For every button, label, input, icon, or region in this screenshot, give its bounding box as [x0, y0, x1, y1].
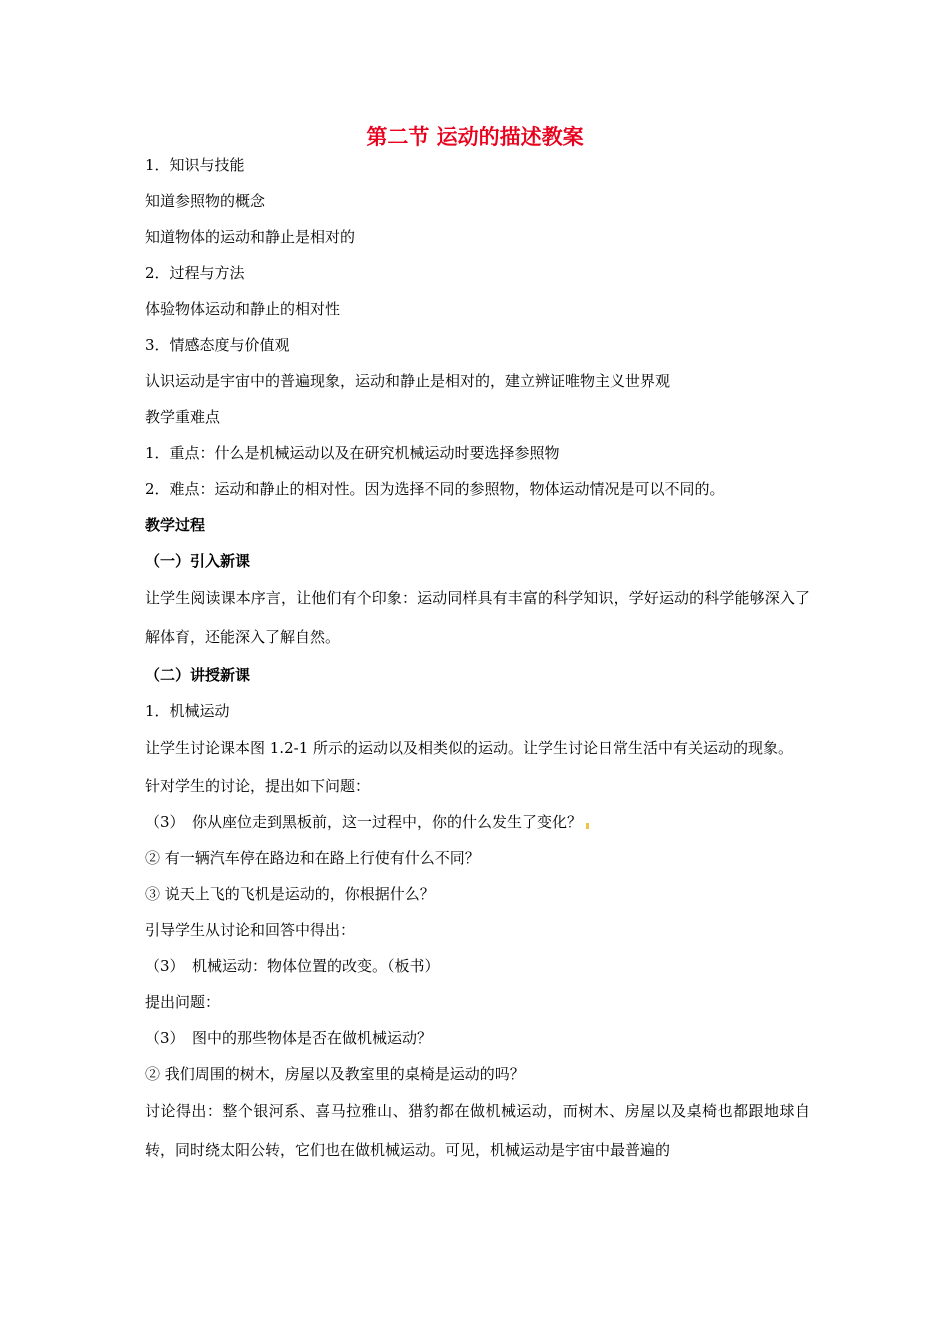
paragraph: 知道参照物的概念: [145, 192, 266, 210]
paragraph: 1．重点：什么是机械运动以及在研究机械运动时要选择参照物: [145, 444, 560, 462]
list-item: [145, 804, 810, 840]
section-heading: 3．情感态度与价值观: [145, 336, 290, 354]
paragraph: 针对学生的讨论，提出如下问题：: [145, 777, 371, 795]
paragraph: 体验物体运动和静止的相对性: [145, 300, 341, 318]
paragraph: 认识运动是宇宙中的普遍现象，运动和静止是相对的，建立辨证唯物主义世界观: [145, 372, 671, 390]
section-heading-bold: 教学过程: [145, 516, 206, 534]
paragraph: 让学生阅读课本序言，让他们有个印象：运动同样具有丰富的科学知识，学好运动的科学能够深入了解体育，还能深入了解自然。: [145, 589, 810, 646]
highlight-mark: [586, 823, 589, 829]
list-item: ② 我们周围的树木，房屋以及教室里的桌椅是运动的吗？: [145, 1065, 525, 1083]
paragraph: 提出问题：: [145, 993, 221, 1011]
paragraph: 引导学生从讨论和回答中得出：: [145, 921, 356, 939]
section-heading: 教学重难点: [145, 408, 221, 426]
section-heading: 2．过程与方法: [145, 264, 245, 282]
paragraph: 知道物体的运动和静止是相对的: [145, 228, 356, 246]
paragraph: 讨论得出：整个银河系、喜马拉雅山、猎豹都在做机械运动，而树木、房屋以及桌椅也都跟地球自转，同时绕太阳公转，它们也在做机械运动。可见，机械运动是宇宙中最普遍的: [145, 1102, 810, 1159]
subsection-heading: （二）讲授新课: [145, 666, 251, 684]
document-title: 第二节 运动的描述教案: [366, 125, 584, 149]
list-item: （3） 图中的那些物体是否在做机械运动？: [145, 1029, 433, 1047]
list-item: ② 有一辆汽车停在路边和在路上行使有什么不同？: [145, 849, 480, 867]
document-body: [145, 147, 810, 1170]
paragraph: 2．难点：运动和静止的相对性。因为选择不同的参照物，物体运动情况是可以不同的。: [145, 480, 725, 498]
subsection-heading: （一）引入新课: [145, 552, 251, 570]
list-item: （3） 机械运动：物体位置的改变。（板书）: [145, 957, 440, 975]
section-heading: 1．机械运动: [145, 702, 230, 720]
list-item: ③ 说天上飞的飞机是运动的，你根据什么？: [145, 885, 435, 903]
section-heading: 1．知识与技能: [145, 156, 245, 174]
list-item-text: （3） 你从座位走到黑板前，这一过程中，你的什么发生了变化？: [145, 813, 583, 831]
paragraph: 让学生讨论课本图 1.2-1 所示的运动以及相类似的运动。让学生讨论日常生活中有关运动的现象。: [145, 739, 794, 757]
